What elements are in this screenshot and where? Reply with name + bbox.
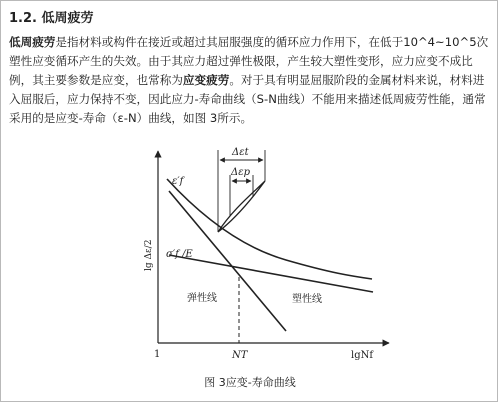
label-transition-life: NT — [232, 350, 248, 361]
label-y-axis: lg Δε/2 — [144, 239, 154, 271]
body-paragraph — [9, 33, 489, 128]
total-strain-curve — [167, 179, 372, 279]
term-low-cycle-fatigue: 低周疲劳 — [9, 35, 56, 49]
label-x-axis: lgNf — [351, 350, 374, 361]
label-delta-eps-p: Δεp — [231, 167, 250, 178]
label-sigma-f: σ′f /E — [166, 249, 193, 260]
label-origin: 1 — [154, 349, 161, 360]
paragraph-text-2: 。对于具有明显屈服阶段的金属材料来说，材料进入屈服后，应力保持不变，因此应力-寿命曲线（S-N曲线）不能用来描述低周疲劳性能，通常采用的是应变-寿命（ε-N）曲线，如图 3所示。 — [9, 73, 486, 125]
figure-caption: 图 3应变-寿命曲线 — [204, 376, 296, 389]
hysteresis-loop — [218, 181, 265, 232]
label-delta-eps-t: Δεt — [232, 147, 249, 158]
paragraph-text-1: 是指材料或构件在接近或超过其屈服强度的循环应力作用下，在低于10^4~10^5次塑性应变循环产生的失效。由于其应力超过弹性极限，产生较大塑性变形，应力应变不成比例，其主要参数是应变，也常称为 — [9, 35, 489, 87]
section-heading: 1.2. 低周疲劳 — [9, 11, 94, 26]
term-strain-fatigue: 应变疲劳 — [182, 73, 230, 87]
label-eps-f: ε′f — [172, 176, 184, 187]
label-elastic-line: 弹性线 — [187, 293, 217, 304]
strain-life-figure — [1, 137, 499, 367]
label-plastic-line: 塑性线 — [292, 294, 322, 305]
plastic-line — [169, 191, 286, 331]
